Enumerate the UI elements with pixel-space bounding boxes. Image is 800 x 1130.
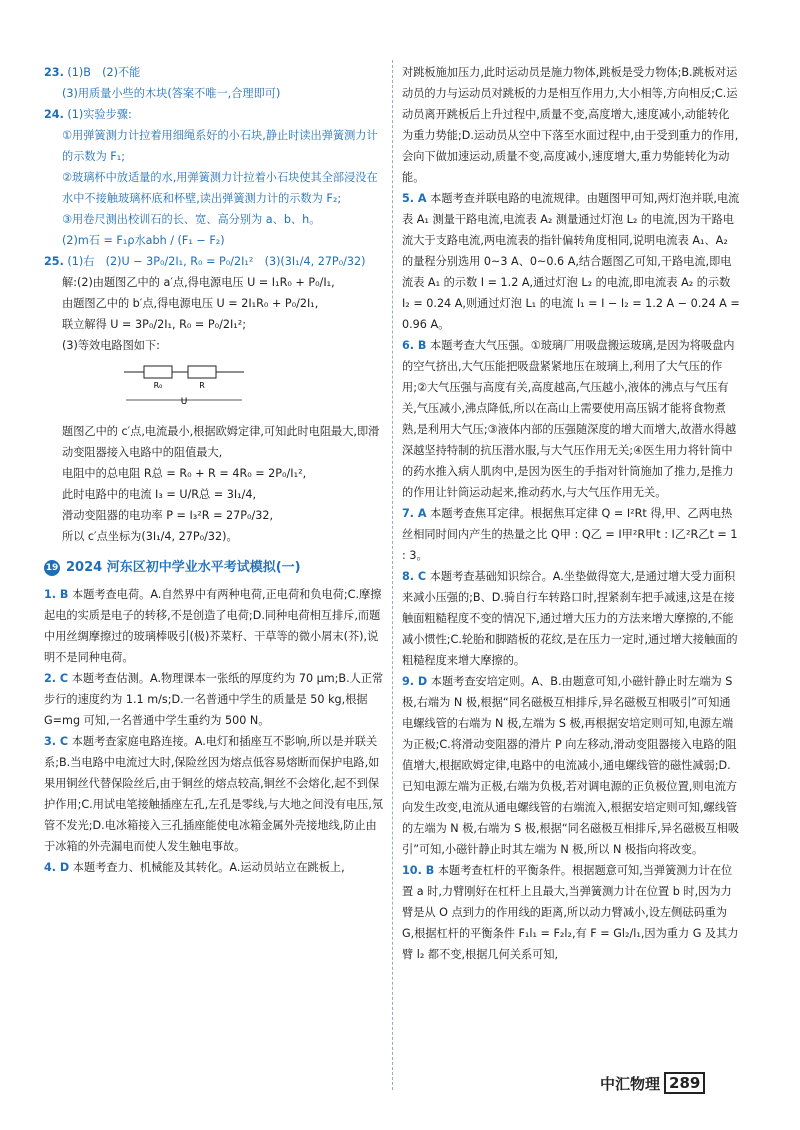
- answer-line: (1)B (2)不能: [67, 66, 141, 79]
- question-number: 8. C: [402, 570, 427, 583]
- solution-line: 解:(2)由题图乙中的 a′点,得电源电压 U = I₁R₀ + P₀/I₁,: [62, 276, 335, 289]
- answer-1: [44, 584, 384, 668]
- question-number: 5. A: [402, 192, 427, 205]
- answer-text: 本题考查杠杆的平衡条件。根据题意可知,当弹簧测力计在位置 a 时,力臂刚好在杠杆上且最大,当弹簧测力计在位置 b 时,因为力臂是从 O 点到力的作用线的距离,所以动力臂减小,设左侧砝码重为 G,根据杠杆的平衡条件 F₁l₁ = F₂l₂,有 F = Gl₂/l₁,因为重力 G 及其力臂 l₂ 都不变,根据几何关系可知,: [402, 864, 739, 961]
- answer-6: [402, 335, 740, 503]
- brand-name: 中汇物理: [600, 1074, 661, 1093]
- question-number: 23.: [44, 66, 64, 79]
- solution-line: (3)等效电路图如下:: [62, 339, 160, 352]
- section-number-badge: 19: [44, 560, 60, 576]
- question-number: 4. D: [44, 861, 70, 874]
- solution-line: 由题图乙中的 b′点,得电源电压 U = 2I₁R₀ + P₀/2I₁,: [62, 297, 319, 310]
- question-number: 3. C: [44, 735, 69, 748]
- answer-8: [402, 566, 740, 671]
- answer-7: [402, 503, 740, 566]
- answer-5: [402, 188, 740, 335]
- step-1: ①用弹簧测力计拉着用细绳系好的小石块,静止时读出弹簧测力计的示数为 F₁;: [62, 129, 378, 163]
- right-column: [402, 62, 740, 965]
- answer-9: [402, 671, 740, 860]
- formula: (2)m石 = F₁ρ水abh / (F₁ − F₂): [62, 234, 225, 247]
- answer-line: (1)实验步骤:: [67, 108, 132, 121]
- equivalent-circuit-diagram: [124, 360, 244, 410]
- question-number: 7. A: [402, 507, 427, 520]
- resistor-r-label: R: [199, 381, 205, 390]
- answer-text: 本题考查家庭电路连接。A.电灯和插座互不影响,所以是并联关系;B.当电路中电流过大时,保险丝因为熔点低容易熔断而保护电路,如果用铜丝代替保险丝后,由于铜丝的熔点较高,铜丝不会熔化,起不到保护作用;C.用试电笔接触插座左孔,左孔是零线,与大地之间没有电压,氖管不发光;D.电冰箱接入三孔插座能使电冰箱金属外壳接地线,防止由于冰箱的外壳漏电而使人发生触电事故。: [44, 735, 384, 853]
- section-title: 2024 河东区初中学业水平考试模拟(一): [66, 560, 301, 575]
- question-24: [44, 104, 384, 251]
- solution-line: 题图乙中的 c′点,电流最小,根据欧姆定律,可知此时电阻最大,即滑动变阻器接入电路中的阻值最大,: [62, 425, 380, 459]
- step-2: ②玻璃杯中放适量的水,用弹簧测力计拉着小石块使其全部浸没在水中不接触玻璃杯底和杯壁,读出弹簧测力计的示数为 F₂;: [62, 171, 378, 205]
- solution-line: 电阻中的总电阻 R总 = R₀ + R = 4R₀ = 2P₀/I₁²,: [62, 467, 307, 480]
- answer-text: 本题考查安培定则。A、B.由题意可知,小磁针静止时左端为 S 极,右端为 N 极,根据“同名磁极互相排斥,异名磁极互相吸引”可知通电螺线管的右端为 N 极,左端为 S 极,再根据安培定则可知,电源左端为正极;C.将滑动变阻器的滑片 P 向左移动,滑动变阻器接入电路的阻值增大,根据欧姆定律,电路中的电流减小,通电螺线管的磁性减弱;D.已知电源左端为正极,右端为负极,若对调电源的正负极位置,则电流方向发生改变,电流从通电螺线管的右端流入,根据安培定则可知,螺线管的左端为 N 极,右端为 S 极,根据“同名磁极互相排斥,异名磁极互相吸引”可知,小磁针静止时其左端为 N 极,所以 N 极指向将改变。: [402, 675, 740, 856]
- resistor-r0-label: R₀: [153, 381, 163, 390]
- question-number: 1. B: [44, 588, 69, 601]
- question-number: 9. D: [402, 675, 428, 688]
- question-number: 6. B: [402, 339, 427, 352]
- page-footer: [600, 1072, 705, 1094]
- question-number: 10. B: [402, 864, 435, 877]
- answer-text: 本题考查力、机械能及其转化。A.运动员站立在跳板上,: [72, 861, 345, 874]
- answer-10: [402, 860, 740, 965]
- voltage-label: U: [180, 397, 188, 407]
- question-number: 2. C: [44, 672, 69, 685]
- column-divider: [392, 60, 393, 1090]
- page-number: 289: [664, 1072, 705, 1094]
- step-3: ③用卷尺测出校训石的长、宽、高分别为 a、b、h。: [62, 213, 321, 226]
- solution-line: 所以 c′点坐标为(3I₁/4, 27P₀/32)。: [62, 530, 238, 543]
- question-25: [44, 251, 384, 547]
- question-number: 24.: [44, 108, 64, 121]
- question-number: 25.: [44, 255, 64, 268]
- solution-line: 滑动变阻器的电功率 P = I₃²R = 27P₀/32,: [62, 509, 274, 522]
- left-column: [44, 62, 384, 878]
- answer-text: 本题考查估测。A.物理课本一张纸的厚度约为 70 μm;B.人正常步行的速度约为 1.1 m/s;D.一名普通中学生的质量是 50 kg,根据 G=mg 可知,一名普通中学生重约为 500 N。: [44, 672, 384, 727]
- answer-text: 本题考查焦耳定律。根据焦耳定律 Q = I²Rt 得,甲、乙两电热丝相同时间内产生的热量之比 Q甲 : Q乙 = I甲²R甲t : I乙²R乙t = 1 : 3。: [402, 507, 738, 562]
- answer-2: [44, 668, 384, 731]
- solution-line: 联立解得 U = 3P₀/2I₁, R₀ = P₀/2I₁²;: [62, 318, 247, 331]
- section-heading: [44, 557, 384, 578]
- answer-text: 本题考查并联电路的电流规律。由题图甲可知,两灯泡并联,电流表 A₁ 测量干路电流,电流表 A₂ 测量通过灯泡 L₂ 的电流,因为干路电流大于支路电流,两电流表的指针偏转角度相同,说明电流表 A₁、A₂ 的量程分别选用 0~3 A、0~0.6 A,结合题图乙可知,干路电流,即电流表 A₁ 的示数 I = 1.2 A,通过灯泡 L₂ 的电流,即电流表 A₂ 的示数 I₂ = 0.24 A,则通过灯泡 L₁ 的电流 I₁ = I − I₂ = 1.2 A − 0.24 A = 0.96 A。: [402, 192, 740, 331]
- answer-text: 本题考查大气压强。①玻璃厂用吸盘搬运玻璃,是因为将吸盘内的空气挤出,大气压能把吸盘紧紧地压在玻璃上,利用了大气压的作用;②大气压强与高度有关,高度越高,气压越小,液体的沸点与气压有关,气压减小,沸点降低,所以在高山上需要使用高压锅才能将食物煮熟,是利用大气压;③液体内部的压强随深度的增大而增大,故潜水得越深越坚持特制的抗压潜水服,与大气压作用无关;④医生用力将针筒中的药水推入病人肌肉中,是因为医生的手指对针筒施加了推力,是推力的作用让针筒运动起来,推动药水,与大气压作用无关。: [402, 339, 737, 499]
- answer-4: [44, 857, 384, 878]
- answer-4-continued: 对跳板施加压力,此时运动员是施力物体,跳板是受力物体;B.跳板对运动员的力与运动员对跳板的力是相互作用力,大小相等,方向相反;C.运动员离开跳板后上升过程中,质量不变,高度增大,速度减小,动能转化为重力势能;D.运动员从空中下落至水面过程中,由于受到重力的作用,会向下做加速运动,质量不变,高度减小,速度增大,重力势能转化为动能。: [402, 66, 739, 184]
- answer-3: [44, 731, 384, 857]
- solution-line: 此时电路中的电流 I₃ = U/R总 = 3I₁/4,: [62, 488, 257, 501]
- answer-text: 本题考查基础知识综合。A.坐垫做得宽大,是通过增大受力面积来减小压强的;B、D.骑自行车转路口时,捏紧刹车把手减速,这是在接触面粗糙程度不变的情况下,通过增大压力的方法来增大摩擦的,不能减小惯性;C.轮胎和脚踏板的花纹,是在压力一定时,通过增大接触面的粗糙程度来增大摩擦的。: [402, 570, 738, 667]
- answer-text: 本题考查电荷。A.自然界中有两种电荷,正电荷和负电荷;C.摩擦起电的实质是电子的转移,不是创造了电荷;D.同种电荷相互排斥,而题中用丝绸摩擦过的玻璃棒吸引(极)芥菜籽、干草等的微小屑末(芥),说明不是同种电荷。: [44, 588, 382, 664]
- answer-line: (3)用质量小些的木块(答案不唯一,合理即可): [62, 87, 281, 100]
- question-23: [44, 62, 384, 104]
- answer-line: (1)右 (2)U − 3P₀/2I₁, R₀ = P₀/2I₁² (3)(3I₁/4, 27P₀/32): [67, 255, 366, 268]
